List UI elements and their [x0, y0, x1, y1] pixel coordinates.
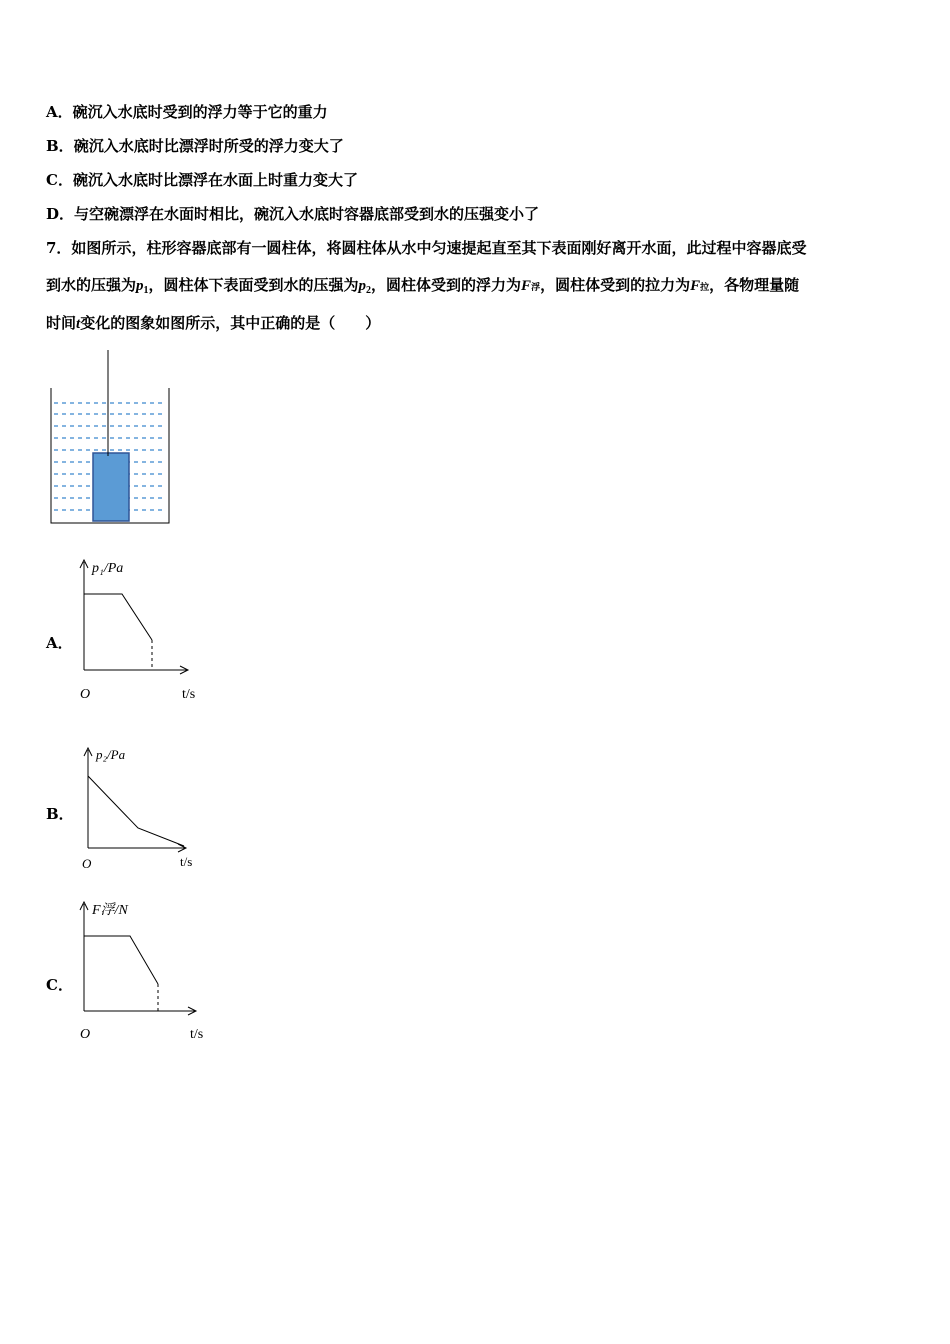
graph-a-y-label: p₁/Pa: [92, 561, 124, 576]
graph-c-origin: O: [80, 1027, 91, 1042]
graph-c-label: C．: [46, 976, 73, 994]
graph-b: [72, 742, 212, 877]
graph-c: [70, 894, 220, 1044]
option-a: A．碗沉入水底时受到的浮力等于它的重力: [46, 103, 328, 121]
graph-a: [70, 552, 210, 707]
graph-b-origin: O: [82, 856, 92, 871]
container-diagram: [44, 348, 176, 528]
graph-a-label: A．: [46, 634, 73, 652]
option-b: B．碗沉入水底时比漂浮时所受的浮力变大了: [46, 137, 344, 155]
graph-a-origin: O: [80, 687, 91, 702]
graph-b-y-label: p₂/Pa: [96, 747, 126, 762]
option-c: C．碗沉入水底时比漂浮在水面上时重力变大了: [46, 171, 358, 189]
graph-a-x-label: t/s: [182, 687, 196, 702]
question-7-line-2: 到水的压强为$p_1$，圆柱体下表面受到水的压强为$p_2$，圆柱体受到的浮力为F浮，圆柱体受到的拉力为F拉，各物理量随: [46, 276, 800, 296]
graph-c-y-label: F浮/N: [92, 903, 128, 918]
graph-b-curve: [88, 776, 184, 846]
graph-b-x-label: t/s: [180, 854, 193, 869]
option-d: D．与空碗漂浮在水面时相比，碗沉入水底时容器底部受到水的压强变小了: [46, 205, 540, 223]
graph-a-curve: [84, 594, 152, 640]
graph-c-curve: [84, 936, 158, 984]
question-7-line-3: 时间t变化的图象如图所示，其中正确的是（ ）: [46, 314, 381, 332]
graph-c-x-label: t/s: [190, 1027, 204, 1042]
graph-b-label: B．: [46, 805, 74, 823]
question-7-line-1: 7．如图所示，柱形容器底部有一圆柱体，将圆柱体从水中匀速提起直至其下表面刚好离开水面，此过程中容器底受: [46, 239, 807, 257]
cylinder: [93, 453, 129, 521]
